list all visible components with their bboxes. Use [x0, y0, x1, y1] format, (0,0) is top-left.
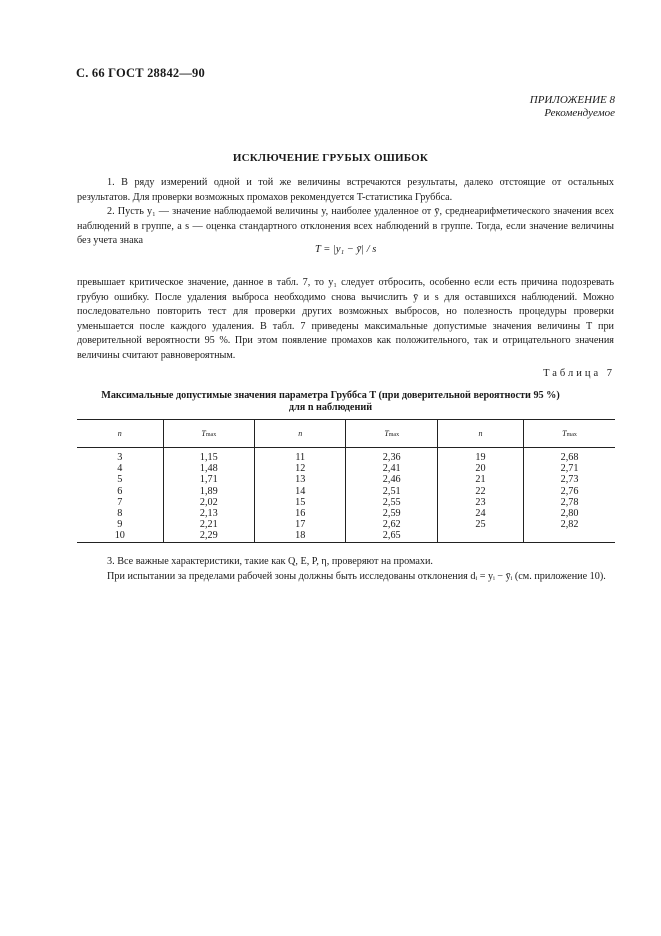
header-sub: max: [566, 432, 577, 438]
table-cell: 2,78: [524, 497, 615, 508]
table-cell: 1,15: [163, 448, 254, 464]
table-row: [77, 530, 615, 542]
appendix-label: [530, 94, 615, 120]
table-cell: 17: [255, 519, 346, 530]
table-cell: 25: [437, 519, 523, 530]
table-cell: [524, 530, 615, 542]
table-caption-line-1: Максимальные допустимые значения параметра Груббса T (при доверительной вероятности 95 %): [101, 390, 560, 401]
table-row: [77, 508, 615, 519]
table-cell: 2,71: [524, 463, 615, 474]
table-row: [77, 448, 615, 464]
table-caption-line-2: для n наблюдений: [288, 402, 373, 413]
table-cell: 21: [437, 474, 523, 485]
table-cell: 8: [117, 508, 123, 520]
table-row: [77, 474, 615, 485]
paragraph-2: 2. Пусть y₁ — значение наблюдаемой величины y, наиболее удаленное от ȳ, среднеарифметического значения всех наблюдений в группе, а s — оценка стандартного отклонения всех наблюдений в группе. Тогда, если значение величины без учета знака: [77, 206, 614, 247]
table-cell: 2,80: [524, 508, 615, 519]
paragraph-4: При испытании за пределами рабочей зоны должны быть исследованы отклонения dᵢ = yᵢ − ȳᵢ (см. приложение 10).: [107, 571, 606, 582]
table-cell: 7: [117, 496, 123, 508]
table-cell: 2,36: [346, 448, 437, 464]
table-cell: 2,73: [524, 474, 615, 485]
grubbs-table: [77, 419, 615, 543]
table-cell: 2,65: [346, 530, 437, 542]
header-tmax: Tmax: [346, 420, 437, 448]
table-cell: 2,13: [163, 508, 254, 519]
table-row: [77, 497, 615, 508]
table-cell: 2,41: [346, 463, 437, 474]
table-cell: 10: [77, 530, 163, 542]
table-cell: 2,46: [346, 474, 437, 485]
header-tmax: Tmax: [524, 420, 615, 448]
table-cell: 9: [117, 519, 123, 531]
table-cell: 24: [437, 508, 523, 519]
paragraph-2-continued: превышает критическое значение, данное в табл. 7, то y₁ следует отбросить, особенно если есть причина подозревать грубую ошибку. После удаления выброса необходимо снова вычислить ȳ и s для оставшихся наблюдений. Можно последовательно повторить тест для проверки других возможных выбросов, но полезность процедуры проверки уменьшается после каждого удаления. В табл. 7 приведены максимальные допустимые значения величины T при доверительной вероятности 95 %. При этом появление промахов как положительного, так и отрицательного значения величины считают равновероятным.: [77, 277, 614, 361]
table-cell: 2,62: [346, 519, 437, 530]
header-sub: max: [205, 432, 217, 438]
table-label: Таблица 7: [543, 368, 615, 379]
paragraph-1: 1. В ряду измерений одной и той же величины встречаются результаты, далеко отстоящие от остальных результатов. Для проверки возможных промахов рекомендуется T-статистика Груббса.: [77, 177, 614, 203]
table-cell: 2,68: [524, 448, 615, 464]
table-cell: 2,29: [163, 530, 254, 542]
table-cell: [437, 530, 523, 542]
table-cell: 1,89: [163, 486, 254, 497]
header-n: n: [255, 420, 346, 448]
paragraph-3: 3. Все важные характеристики, такие как Q, E, P, η, проверяют на промахи.: [107, 556, 433, 567]
table-cell: 19: [437, 448, 523, 464]
table-cell: 13: [255, 474, 346, 485]
table-header-row: [77, 420, 615, 448]
table-cell: 1,48: [163, 463, 254, 474]
table-caption: [0, 390, 661, 414]
table-cell: 1,71: [163, 474, 254, 485]
table-cell: 2,76: [524, 486, 615, 497]
table-cell: 18: [255, 530, 346, 542]
table-row: [77, 519, 615, 530]
table-cell: 4: [117, 463, 123, 475]
section-title: ИСКЛЮЧЕНИЕ ГРУБЫХ ОШИБОК: [232, 152, 429, 164]
table-row: [77, 486, 615, 497]
table-row: [77, 463, 615, 474]
table-cell: 11: [255, 448, 346, 464]
page-header: С. 66 ГОСТ 28842—90: [76, 66, 205, 80]
table-cell: 20: [437, 463, 523, 474]
header-sub: max: [388, 432, 400, 438]
appendix-subtitle: Рекомендуемое: [544, 107, 615, 119]
table-cell: 23: [437, 497, 523, 508]
table-cell: 2,51: [346, 486, 437, 497]
table-cell: 14: [255, 486, 346, 497]
header-n: n: [77, 420, 163, 448]
table-cell: 15: [255, 497, 346, 508]
appendix-title: ПРИЛОЖЕНИЕ 8: [529, 94, 615, 106]
table-cell: 22: [437, 486, 523, 497]
header-tmax: Tmax: [163, 420, 254, 448]
table-cell: 3: [117, 452, 123, 463]
table-cell: 2,21: [163, 519, 254, 530]
table-cell: 12: [255, 463, 346, 474]
table-cell: 2,82: [524, 519, 615, 530]
table-cell: 16: [255, 508, 346, 519]
table-cell: 2,59: [346, 508, 437, 519]
grubbs-formula: T = |y₁ − ȳ| / s: [315, 244, 377, 255]
table-cell: 2,55: [346, 497, 437, 508]
header-n: n: [437, 420, 523, 448]
table-cell: 2,02: [163, 497, 254, 508]
table-cell: 6: [117, 485, 123, 497]
table-cell: 5: [117, 474, 123, 486]
